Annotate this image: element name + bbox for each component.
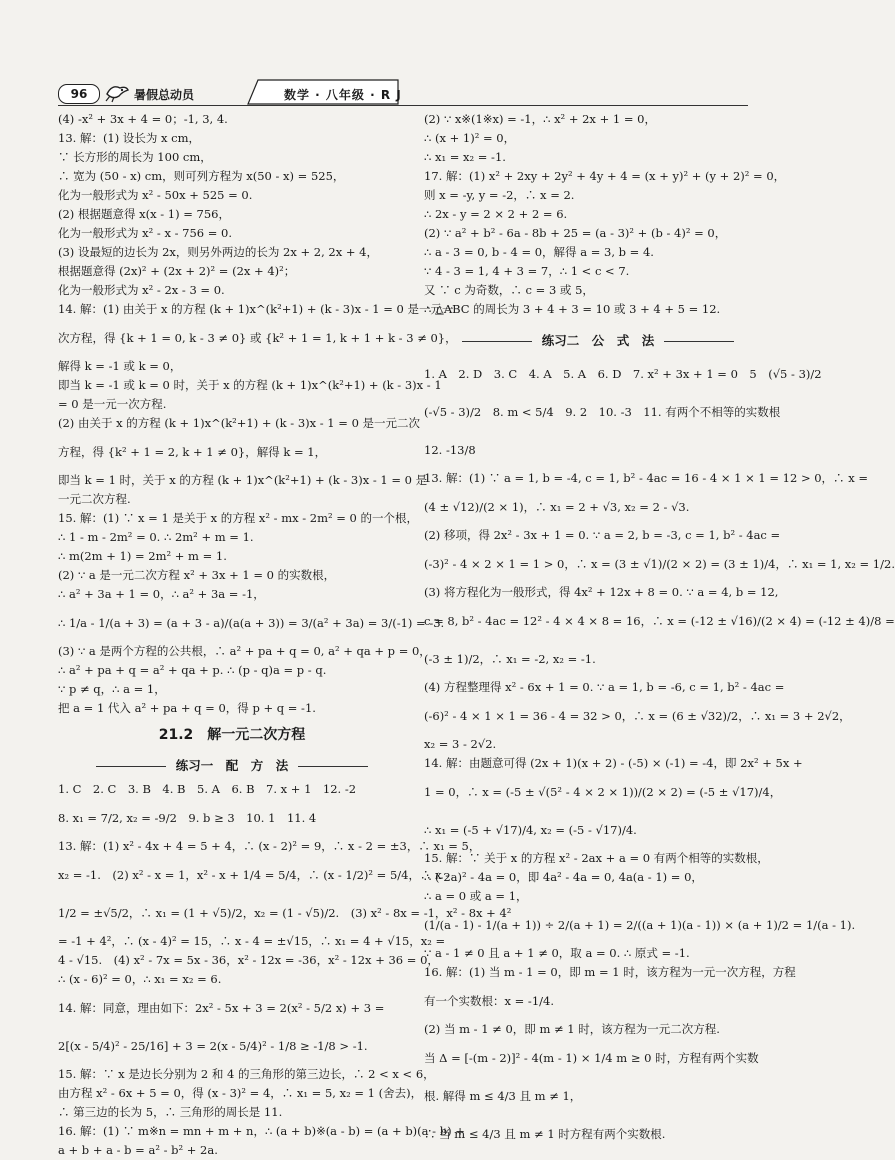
answer-line: x₂ = -1. (2) x² - x = 1，x² - x + 1/4 = 5/4，∴ (x - 1/2)² = 5/4，∴ x - (58, 868, 450, 882)
answer-line: (3) ∵ a 是两个方程的公共根，∴ a² + pa + q = 0, a² + qa + p = 0， (58, 644, 431, 658)
answer-line: 即当 k = -1 或 k = 0 时，关于 x 的方程 (k + 1)x^(k²+1) + (k - 3)x - 1 (58, 378, 442, 392)
answer-line: 则 x = -y, y = -2，∴ x = 2. (424, 188, 575, 202)
answer-line: x₂ = 3 - 2√2. (424, 737, 497, 751)
answer-line: 13. 解：(1) ∵ a = 1, b = -4, c = 1, b² - 4ac = 16 - 4 × 1 × 1 = 12 > 0，∴ x = (424, 471, 868, 485)
answer-line: (2) 根据题意得 x(x - 1) = 756， (58, 207, 230, 221)
practice1-title-text: 练习一 配 方 法 (175, 758, 289, 773)
answer-line: (3) 设最短的边长为 2x，则另外两边的长为 2x + 2, 2x + 4， (58, 245, 378, 259)
answer-line: a + b + a - b = a² - b² + 2a. (58, 1143, 218, 1157)
answer-line: 16. 解：(1) ∵ m※n = mn + m + n，∴ (a + b)※(a - b) = (a + b)(a - b) + (58, 1124, 465, 1138)
header-divider (58, 105, 748, 106)
answer-line: 化为一般形式为 x² - x - 756 = 0. (58, 226, 232, 240)
answer-line: ∵ p ≠ q，∴ a = 1， (58, 682, 166, 696)
answer-line: 13. 解：(1) 设长为 x cm， (58, 131, 201, 145)
answer-line: c = 8, b² - 4ac = 12² - 4 × 4 × 8 = 16，∴ x = (-12 ± √16)/(2 × 4) = (-12 ± 4)/8 = (424, 614, 895, 628)
practice1-title (58, 752, 406, 780)
answer-line: ∴ (-2a)² - 4a = 0，即 4a² - 4a = 0, 4a(a - 1) = 0， (424, 870, 703, 884)
answer-line: (2) 由关于 x 的方程 (k + 1)x^(k²+1) + (k - 3)x - 1 = 0 是一元二次 (58, 416, 421, 430)
answer-line: (-√5 - 3)/2 8. m < 5/4 9. 2 10. -3 11. 有两个不相等的实数根 (424, 405, 781, 419)
answer-line: ∵ 长方形的周长为 100 cm， (58, 150, 212, 164)
answer-line: 2[(x - 5/4)² - 25/16] + 3 = 2(x - 5/4)² - 1/8 ≥ -1/8 > -1. (58, 1039, 368, 1053)
answer-line: ∵ a - 1 ≠ 0 且 a + 1 ≠ 0，取 a = 0. ∴ 原式 = -1. (424, 946, 690, 960)
answer-line: 13. 解：(1) x² - 4x + 4 = 5 + 4，∴ (x - 2)² = 9，∴ x - 2 = ±3，∴ x₁ = 5， (58, 839, 481, 853)
title-rule-left (96, 766, 166, 767)
answer-line: 次方程，得 {k + 1 = 0, k - 3 ≠ 0} 或 {k² + 1 = 1, k + 1 + k - 3 ≠ 0}， (58, 331, 457, 345)
answer-line: 4 - √15. (4) x² - 7x = 5x - 36，x² - 12x = -36，x² - 12x + 36 = 0， (58, 953, 439, 967)
title-rule-right (664, 341, 734, 342)
answer-line: 1. C 2. C 3. B 4. B 5. A 6. B 7. x + 1 12. -2 (58, 782, 357, 796)
answer-line: 8. x₁ = 7/2, x₂ = -9/2 9. b ≥ 3 10. 1 11. 4 (58, 811, 317, 825)
practice2-title (424, 327, 772, 355)
answer-line: ∴ a - 3 = 0, b - 4 = 0，解得 a = 3, b = 4. (424, 245, 654, 259)
answer-line: 1/2 = ±√5/2，∴ x₁ = (1 + √5)/2，x₂ = (1 - √5)/2. (3) x² - 8x = -1，x² - 8x + 4² (58, 906, 512, 920)
section-title: 21.2 解一元二次方程 (158, 727, 306, 743)
answer-line: ∴ 当 m ≤ 4/3 且 m ≠ 1 时方程有两个实数根. (424, 1127, 666, 1141)
answer-line: 15. 解：∵ 关于 x 的方程 x² - 2ax + a = 0 有两个相等的实数根， (424, 851, 769, 865)
answer-line: ∴ 第三边的长为 5，∴ 三角形的周长是 11. (58, 1105, 283, 1119)
answer-line: 14. 解：(1) 由关于 x 的方程 (k + 1)x^(k²+1) + (k - 3)x - 1 = 0 是一元一 (58, 302, 454, 316)
answer-line: 1. A 2. D 3. C 4. A 5. A 6. D 7. x² + 3x + 1 = 0 5 (√5 - 3)/2 (424, 367, 822, 381)
answer-line: ∵ 4 - 3 = 1, 4 + 3 = 7，∴ 1 < c < 7. (424, 264, 630, 278)
answer-line: 解得 k = -1 或 k = 0， (58, 359, 182, 373)
answer-line: (2) ∵ x※(1※x) = -1，∴ x² + 2x + 1 = 0， (424, 112, 656, 126)
answer-line: (4 ± √12)/(2 × 1)，∴ x₁ = 2 + √3, x₂ = 2 - √3. (424, 500, 690, 514)
answer-line: 化为一般形式为 x² - 2x - 3 = 0. (58, 283, 225, 297)
answer-line: 12. -13/8 (424, 443, 476, 457)
right-answers-block-1 (424, 110, 786, 319)
answer-line: (-6)² - 4 × 1 × 1 = 36 - 4 = 32 > 0，∴ x = (6 ± √32)/2，∴ x₁ = 3 + 2√2， (424, 709, 851, 723)
answer-line: = 0 是一元一次方程. (58, 397, 167, 411)
answer-line: 根据题意得 (2x)² + (2x + 2)² = (2x + 4)²； (58, 264, 296, 278)
answer-line: ∴ x₁ = x₂ = -1. (424, 150, 506, 164)
answer-line: ∴ a = 0 或 a = 1， (424, 889, 528, 903)
bird-mascot-icon (104, 80, 130, 104)
answer-line: 1 = 0，∴ x = (-5 ± √(5² - 4 × 2 × 1))/(2 × 2) = (-5 ± √17)/4， (424, 785, 782, 799)
answer-line: (2) 移项，得 2x² - 3x + 1 = 0. ∵ a = 2, b = -3, c = 1, b² - 4ac = (424, 528, 781, 542)
answer-line: (4) -x² + 3x + 4 = 0；-1, 3, 4. (58, 112, 228, 126)
answer-line: (2) ∵ a 是一元二次方程 x² + 3x + 1 = 0 的实数根， (58, 568, 336, 582)
answer-line: (-3 ± 1)/2，∴ x₁ = -2, x₂ = -1. (424, 652, 596, 666)
answer-line: 17. 解：(1) x² + 2xy + 2y² + 4y + 4 = (x + y)² + (y + 2)² = 0， (424, 169, 786, 183)
answer-line: ∴ a² + pa + q = a² + qa + p. ∴ (p - q)a = p - q. (58, 663, 327, 677)
answer-line: ∴ (x - 6)² = 0，∴ x₁ = x₂ = 6. (58, 972, 222, 986)
spacer (424, 319, 772, 327)
practice2-title-text: 练习二 公 式 法 (541, 333, 655, 348)
title-rule-left (462, 341, 532, 342)
page-header (58, 80, 748, 106)
answer-line: ∴ 2x - y = 2 × 2 + 2 = 6. (424, 207, 568, 221)
answer-line: 15. 解：(1) ∵ x = 1 是关于 x 的方程 x² - mx - 2m² = 0 的一个根， (58, 511, 419, 525)
answer-line: ∴ △ABC 的周长为 3 + 4 + 3 = 10 或 3 + 4 + 5 = 12. (424, 302, 721, 316)
page-number: 96 (58, 84, 100, 104)
answer-line: (1/(a - 1) - 1/(a + 1)) ÷ 2/(a + 1) = 2/((a + 1)(a - 1)) × (a + 1)/2 = 1/(a - 1). (424, 918, 856, 932)
subject-label: 数学 · 八年级 · R J (284, 88, 402, 102)
book-title: 暑假总动员 (134, 88, 195, 102)
answer-line: 当 Δ = [-(m - 2)]² - 4(m - 1) × 1/4 m ≥ 0 时，方程有两个实数 (424, 1051, 759, 1065)
answer-line: 方程，得 {k² + 1 = 2, k + 1 ≠ 0}，解得 k = 1， (58, 445, 327, 459)
answer-line: 又 ∵ c 为奇数，∴ c = 3 或 5， (424, 283, 594, 297)
answer-line: 即当 k = 1 时，关于 x 的方程 (k + 1)x^(k²+1) + (k - 3)x - 1 = 0 是 (58, 473, 428, 487)
answer-line: (-3)² - 4 × 2 × 1 = 1 > 0，∴ x = (3 ± √1)/(2 × 2) = (3 ± 1)/4，∴ x₁ = 1, x₂ = 1/2. (424, 557, 895, 571)
answer-line: 把 a = 1 代入 a² + pa + q = 0，得 p + q = -1. (58, 701, 316, 715)
answer-line: (4) 方程整理得 x² - 6x + 1 = 0. ∵ a = 1, b = -6, c = 1, b² - 4ac = (424, 680, 785, 694)
answer-line: (2) ∵ a² + b² - 6a - 8b + 25 = (a - 3)² + (b - 4)² = 0， (424, 226, 727, 240)
answer-line: 14. 解：同意，理由如下：2x² - 5x + 3 = 2(x² - 5/2 x) + 3 = (58, 1001, 385, 1015)
answer-line: 由方程 x² - 6x + 5 = 0，得 (x - 3)² = 4，∴ x₁ = 5, x₂ = 1 (舍去)， (58, 1086, 423, 1100)
answer-line: 14. 解：由题意可得 (2x + 1)(x + 2) - (-5) × (-1) = -4，即 2x² + 5x + (424, 756, 803, 770)
answer-line: (3) 将方程化为一般形式，得 4x² + 12x + 8 = 0. ∵ a = 4, b = 12, (424, 585, 779, 599)
answer-line: (2) 当 m - 1 ≠ 0，即 m ≠ 1 时，该方程为一元二次方程. (424, 1022, 720, 1036)
answer-line: ∴ 1/a - 1/(a + 3) = (a + 3 - a)/(a(a + 3)) = 3/(a² + 3a) = 3/(-1) = -3. (58, 616, 445, 630)
answer-line: = -1 + 4²，∴ (x - 4)² = 15，∴ x - 4 = ±√15，∴ x₁ = 4 + √15，x₂ = (58, 934, 446, 948)
answer-line: ∴ 宽为 (50 - x) cm，则可列方程为 x(50 - x) = 525， (58, 169, 345, 183)
answer-line: 15. 解：∵ x 是边长分别为 2 和 4 的三角形的第三边长，∴ 2 < x < 6， (58, 1067, 435, 1081)
answer-line: ∴ x₁ = (-5 + √17)/4, x₂ = (-5 - √17)/4. (424, 823, 637, 837)
answer-line: ∴ 1 - m - 2m² = 0. ∴ 2m² + m = 1. (58, 530, 254, 544)
answer-line: 化为一般形式为 x² - 50x + 525 = 0. (58, 188, 253, 202)
answer-line: 有一个实数根：x = -1/4. (424, 994, 554, 1008)
answer-line: ∴ (x + 1)² = 0， (424, 131, 516, 145)
title-rule-right (298, 766, 368, 767)
answer-line: ∴ a² + 3a + 1 = 0，∴ a² + 3a = -1， (58, 587, 265, 601)
right-column (424, 110, 895, 1153)
answer-line: ∴ m(2m + 1) = 2m² + m = 1. (58, 549, 227, 563)
answer-line: 一元二次方程. (58, 492, 131, 506)
answer-line: 根. 解得 m ≤ 4/3 且 m ≠ 1， (424, 1089, 582, 1103)
answer-line: 16. 解：(1) 当 m - 1 = 0，即 m = 1 时，该方程为一元一次方程，方程 (424, 965, 796, 979)
right-answers-block-2 (424, 355, 895, 1153)
